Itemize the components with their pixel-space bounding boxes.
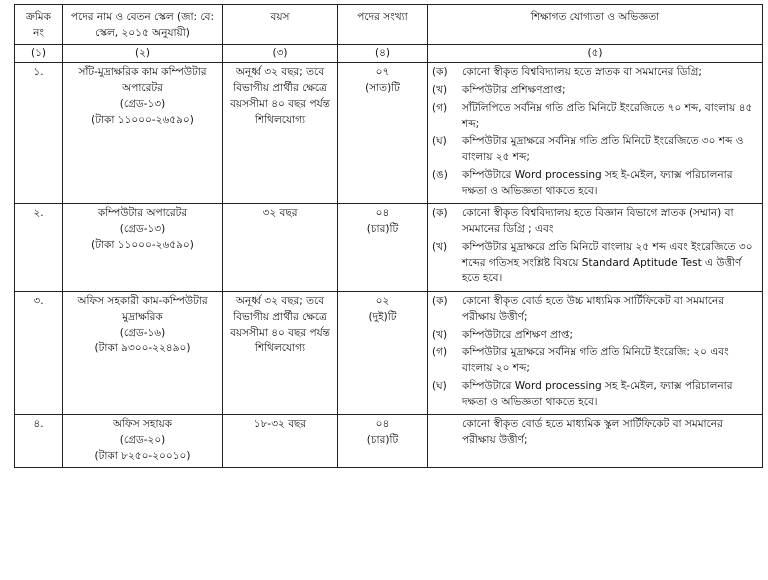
qualification-marker: (ক)	[432, 207, 448, 220]
row-age: অনূর্ধ্ব ৩২ বছর; তবে বিভাগীয় প্রার্থীর ক্ষেত্রে বয়সসীমা ৪০ বছর পর্যন্ত শিথিলযোগ্য	[223, 63, 338, 204]
qualification-text: কোনো স্বীকৃত বোর্ড হতে মাধ্যমিক স্কুল সার্টিফিকেট বা সমমানের পরীক্ষায় উত্তীর্ণ;	[462, 418, 723, 446]
row-qualification	[428, 63, 763, 204]
qualification-marker: (গ)	[432, 346, 448, 359]
post-name: অফিস সহকারী কাম-কম্পিউটার মুদ্রাক্ষরিক	[77, 295, 208, 323]
column-number: (২)	[63, 44, 223, 63]
qualification-marker: (ঘ)	[432, 379, 447, 392]
post-grade: (গ্রেড-১৩)	[119, 223, 166, 235]
qualification-item	[432, 345, 758, 377]
qualification-marker: (ঙ)	[432, 168, 448, 181]
row-age: ১৮-৩২ বছর	[223, 415, 338, 467]
post-grade: (গ্রেড-২০)	[119, 434, 166, 446]
qualification-item	[432, 65, 758, 81]
qualification-marker: (খ)	[432, 84, 448, 96]
header-age: বয়স	[223, 5, 338, 45]
table-header-row	[15, 5, 763, 45]
post-pay: (টাকা ১১০০০-২৬৫৯০)	[91, 238, 194, 251]
post-name: অফিস সহায়ক	[112, 418, 173, 431]
qualification-text: কম্পিউটারে Word processing সহ ই-মেইল, ফ্যাক্স পরিচালনার দক্ষতা ও অভিজ্ঞতা থাকতে হবে।	[462, 168, 733, 197]
qualification-item	[432, 240, 758, 287]
qualification-item	[432, 417, 758, 449]
qualification-text: কম্পিউটার মুদ্রাক্ষরে প্রতি মিনিটে বাংলায় ২৫ শব্দ এবং ইংরেজিতে ৩০ শব্দের গতিসহ সংশ্লিষ্ট বিষয়ে Standard Aptitude Test এ উত্তীর্ণ হতে হবে।	[462, 240, 753, 285]
post-count-words: (চার)টি	[366, 434, 399, 446]
header-serial: ক্রমিক নং	[15, 5, 63, 45]
row-count	[338, 204, 428, 292]
post-count-words: (দুই)টি	[368, 310, 397, 323]
post-name: কম্পিউটার অপারেটর	[97, 207, 188, 220]
qualification-text: কোনো স্বীকৃত বিশ্ববিদ্যালয় হতে স্নাতক বা সমমানের ডিগ্রি;	[462, 66, 702, 79]
table-row	[15, 415, 763, 467]
post-pay: (টাকা ৮২৫০-২০০১০)	[94, 449, 191, 462]
post-grade: (গ্রেড-১৬)	[119, 326, 166, 339]
qualification-item	[432, 206, 758, 238]
table-body	[15, 63, 763, 467]
qualification-item	[432, 168, 758, 200]
recruitment-table	[14, 4, 763, 468]
post-count: ০৪	[375, 207, 390, 220]
qualification-item	[432, 379, 758, 411]
column-number: (৫)	[428, 44, 763, 63]
post-count: ০৭	[375, 66, 390, 79]
post-pay: (টাকা ৯৩০০-২২৪৯০)	[94, 342, 191, 355]
qualification-item	[432, 134, 758, 166]
post-pay: (টাকা ১১০০০-২৬৫৯০)	[91, 113, 194, 126]
post-count-words: (সাত)টি	[365, 82, 400, 94]
post-grade: (গ্রেড-১৩)	[119, 97, 166, 110]
qualification-marker: (খ)	[432, 328, 448, 341]
table-row	[15, 63, 763, 204]
header-post-count: পদের সংখ্যা	[338, 5, 428, 45]
row-post	[63, 204, 223, 292]
qualification-text: কোনো স্বীকৃত বোর্ড হতে উচ্চ মাধ্যমিক সার্টিফিকেট বা সমমানের পরীক্ষায় উত্তীর্ণ;	[462, 295, 725, 323]
row-count	[338, 415, 428, 467]
header-post-name: পদের নাম ও বেতন স্কেল (জা: বে: স্কেল, ২০১৫ অনুযায়ী)	[63, 5, 223, 45]
row-serial: ২.	[15, 204, 63, 292]
post-count-words: (চার)টি	[366, 223, 399, 235]
row-qualification	[428, 204, 763, 292]
qualification-item	[432, 294, 758, 326]
row-qualification	[428, 415, 763, 467]
row-count	[338, 292, 428, 415]
row-age: ৩২ বছর	[223, 204, 338, 292]
post-name: সাঁট-মুদ্রাক্ষরিক কাম কম্পিউটার অপারেটর	[78, 66, 207, 94]
header-qualification: শিক্ষাগত যোগ্যতা ও অভিজ্ঞতা	[428, 5, 763, 45]
column-number: (৪)	[338, 44, 428, 63]
post-count: ০৪	[375, 418, 390, 431]
qualification-marker: (খ)	[432, 240, 448, 253]
row-post	[63, 415, 223, 467]
post-count: ০২	[375, 295, 390, 307]
qualification-text: সাঁটলিপিতে সর্বনিম্ন গতি প্রতি মিনিটে ইংরেজিতে ৭০ শব্দ, বাংলায় ৪৫ শব্দ;	[462, 101, 753, 130]
table-row	[15, 292, 763, 415]
qualification-item	[432, 83, 758, 99]
qualification-item	[432, 328, 758, 344]
qualification-item	[432, 101, 758, 133]
row-age: অনূর্ধ্ব ৩২ বছর; তবে বিভাগীয় প্রার্থীর ক্ষেত্রে বয়সসীমা ৪০ বছর পর্যন্ত শিথিলযোগ্য	[223, 292, 338, 415]
row-post	[63, 63, 223, 204]
qualification-marker	[432, 417, 462, 449]
row-qualification	[428, 292, 763, 415]
row-count	[338, 63, 428, 204]
qualification-marker: (ক)	[432, 66, 448, 79]
row-serial: ১.	[15, 63, 63, 204]
row-post	[63, 292, 223, 415]
table-row	[15, 204, 763, 292]
column-number-row	[15, 44, 763, 63]
qualification-text: কম্পিউটার মুদ্রাক্ষরে সর্বনিম্ন গতি প্রতি মিনিটে ইংরেজিতে ৩০ শব্দ ও বাংলায় ২৫ শব্দ;	[462, 135, 744, 163]
qualification-text: কম্পিউটার মুদ্রাক্ষরে সর্বনিম্ন গতি প্রতি মিনিটে ইংরেজি: ২০ এবং বাংলায় ২০ শব্দ;	[462, 346, 729, 374]
qualification-marker: (ক)	[432, 295, 448, 307]
qualification-marker: (গ)	[432, 101, 448, 114]
qualification-text: কোনো স্বীকৃত বিশ্ববিদ্যালয় হতে বিজ্ঞান বিভাগে স্নাতক (সম্মান) বা সমমানের ডিগ্রি ; এবং	[462, 207, 734, 235]
row-serial: ৪.	[15, 415, 63, 467]
qualification-text: কম্পিউটারে প্রশিক্ষণ প্রাপ্ত;	[462, 328, 574, 341]
qualification-marker: (ঘ)	[432, 135, 447, 148]
qualification-text: কম্পিউটারে Word processing সহ ই-মেইল, ফ্যাক্স পরিচালনার দক্ষতা ও অভিজ্ঞতা থাকতে হবে।	[462, 379, 733, 408]
column-number: (১)	[15, 44, 63, 63]
qualification-text: কম্পিউটার প্রশিক্ষণপ্রাপ্ত;	[462, 84, 566, 96]
column-number: (৩)	[223, 44, 338, 63]
row-serial: ৩.	[15, 292, 63, 415]
